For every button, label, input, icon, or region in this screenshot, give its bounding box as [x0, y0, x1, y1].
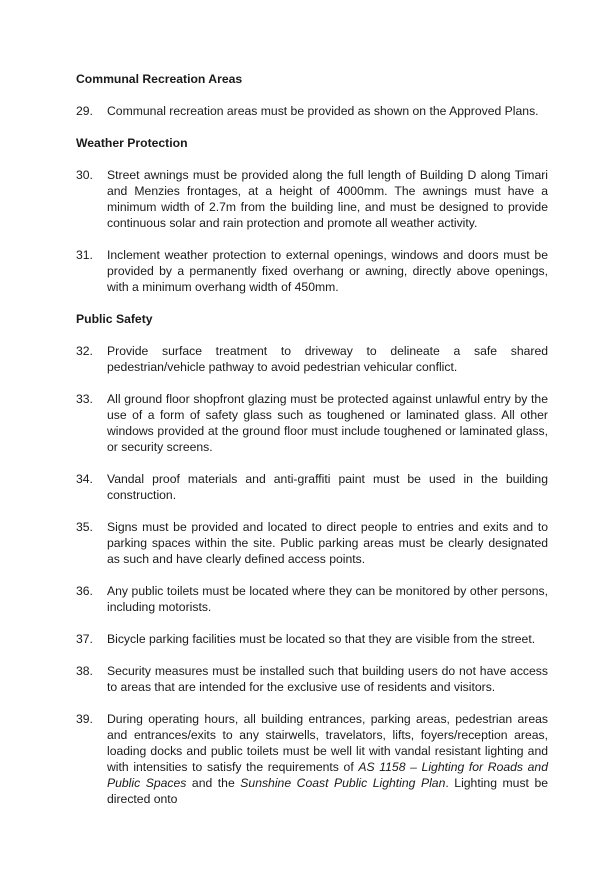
- clause-number: 33.: [76, 392, 93, 406]
- clause-number: 31.: [76, 248, 93, 262]
- clause-number: 32.: [76, 344, 93, 358]
- section-heading-public-safety: Public Safety: [76, 312, 153, 326]
- clause-number: 35.: [76, 520, 93, 534]
- clause-text: All ground floor shopfront glazing must be protected against unlawful entry by the use of a form of safety glass such as toughened or laminated glass. All other windows provided at the ground floor must include toughened or laminated glass, or security screens.: [107, 392, 548, 454]
- clause-text: Provide surface treatment to driveway to delineate a safe shared pedestrian/vehicle pathway to avoid pedestrian vehicular conflict.: [107, 344, 548, 374]
- clause-text: Inclement weather protection to external openings, windows and doors must be provided by a permanently fixed overhang or awning, directly above openings, with a minimum overhang width of 450mm.: [107, 248, 548, 294]
- clause-number: 39.: [76, 712, 93, 726]
- clause-text: Street awnings must be provided along the full length of Building D along Timari and Menzies frontages, at a height of 4000mm. The awnings must have a minimum width of 2.7m from the building line, and must be designed to provide continuous solar and rain protection and promote all weather activity.: [107, 168, 548, 230]
- clause-text: During operating hours, all building entrances, parking areas, pedestrian areas and entrances/exits to any stairwells, travelators, lifts, foyers/reception areas, loading docks and public toilets must be well lit with vandal resistant lighting and with intensities to satisfy the requirements of AS 1158 – Lighting for Roads and Public Spaces and the Sunshine Coast Public Lighting Plan. Lighting must be directed onto: [107, 712, 549, 806]
- clause-text: Any public toilets must be located where they can be monitored by other persons, including motorists.: [107, 584, 548, 614]
- clause-text: Vandal proof materials and anti-graffiti paint must be used in the building construction.: [107, 472, 548, 502]
- clause-text: Bicycle parking facilities must be located so that they are visible from the street.: [107, 632, 536, 646]
- clause-text: Security measures must be installed such that building users do not have access to areas that are intended for the exclusive use of residents and visitors.: [107, 664, 548, 694]
- section-heading-weather-protection: Weather Protection: [76, 136, 188, 150]
- clause-number: 37.: [76, 632, 93, 646]
- clause-text: Communal recreation areas must be provided as shown on the Approved Plans.: [107, 104, 539, 118]
- standard-reference: AS 1158 – Lighting for Roads and Public Spaces: [107, 760, 548, 790]
- plan-reference: Sunshine Coast Public Lighting Plan: [240, 776, 446, 790]
- clause-number: 34.: [76, 472, 93, 486]
- clause-number: 36.: [76, 584, 93, 598]
- clause-text: Signs must be provided and located to direct people to entries and exits and to parking spaces within the site. Public parking areas must be clearly designated as such and have clearly defined access points.: [107, 520, 548, 566]
- clause-number: 30.: [76, 168, 93, 182]
- section-heading-communal-recreation: Communal Recreation Areas: [76, 72, 243, 86]
- clause-number: 38.: [76, 664, 93, 678]
- clause-number: 29.: [76, 104, 93, 118]
